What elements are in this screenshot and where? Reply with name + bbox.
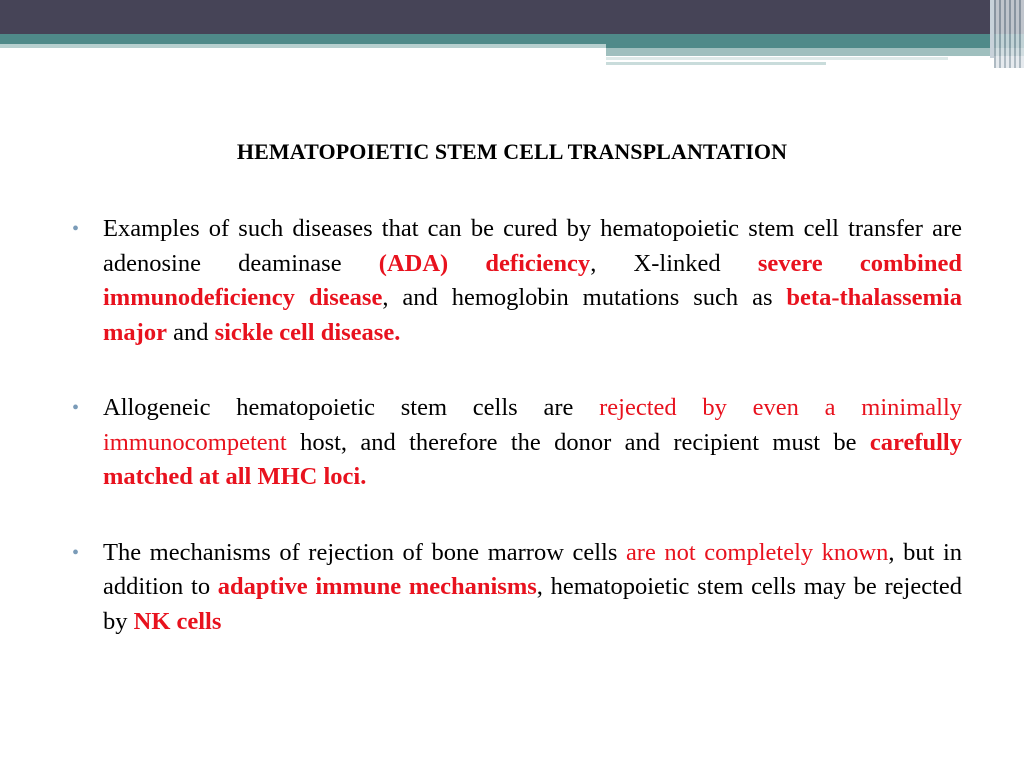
highlight-segment: are not completely known [625, 538, 889, 566]
bullet-icon: • [72, 218, 80, 240]
highlight-segment: adaptive immune mechanisms [217, 573, 537, 600]
header-accent-line [606, 48, 1024, 56]
bullet-item [72, 536, 962, 640]
text-segment: , and hemoglobin mutations such as [382, 284, 787, 311]
highlight-segment: beta-thalassemia major [103, 284, 962, 346]
bullet-list [72, 212, 962, 680]
header-bar [0, 0, 1024, 34]
text-segment: Examples of such diseases that can be cured by hematopoietic stem cell transfer are adenosine deaminase [103, 215, 962, 277]
header-teal-highlight [0, 44, 606, 48]
bullet-item [72, 391, 962, 495]
highlight-segment: sickle cell disease. [214, 318, 401, 346]
bullet-text [103, 215, 962, 346]
text-segment: , hematopoietic stem cells may be rejected by [103, 573, 962, 635]
header-edge-stripe [990, 0, 994, 58]
text-segment: host, and therefore the donor and recipient must be [286, 428, 870, 456]
slide-title: HEMATOPOIETIC STEM CELL TRANSPLANTATION [236, 139, 788, 164]
highlight-segment: severe combined immunodeficiency disease [103, 249, 962, 311]
header-accent-line [606, 57, 948, 60]
text-segment: , X-linked [590, 249, 758, 277]
highlight-segment: (ADA) deficiency [378, 249, 591, 277]
bullet-item [72, 212, 962, 350]
highlight-segment: carefully matched at all MHC loci. [103, 428, 962, 490]
highlight-segment: NK cells [133, 607, 222, 635]
bullet-text [103, 539, 962, 635]
bullet-text [103, 394, 962, 490]
text-segment: , but in addition to [103, 538, 963, 600]
bullet-icon: • [72, 397, 80, 419]
header-accent-line [606, 62, 826, 65]
highlight-segment: rejected by even a minimally immunocompetent [103, 394, 962, 456]
header-edge-stripes [994, 0, 1024, 68]
bullet-icon: • [72, 541, 80, 564]
text-segment: The mechanisms of rejection of bone marrow cells [103, 538, 626, 566]
text-segment: Allogeneic hematopoietic stem cells are [103, 394, 600, 421]
text-segment: and [166, 318, 215, 346]
